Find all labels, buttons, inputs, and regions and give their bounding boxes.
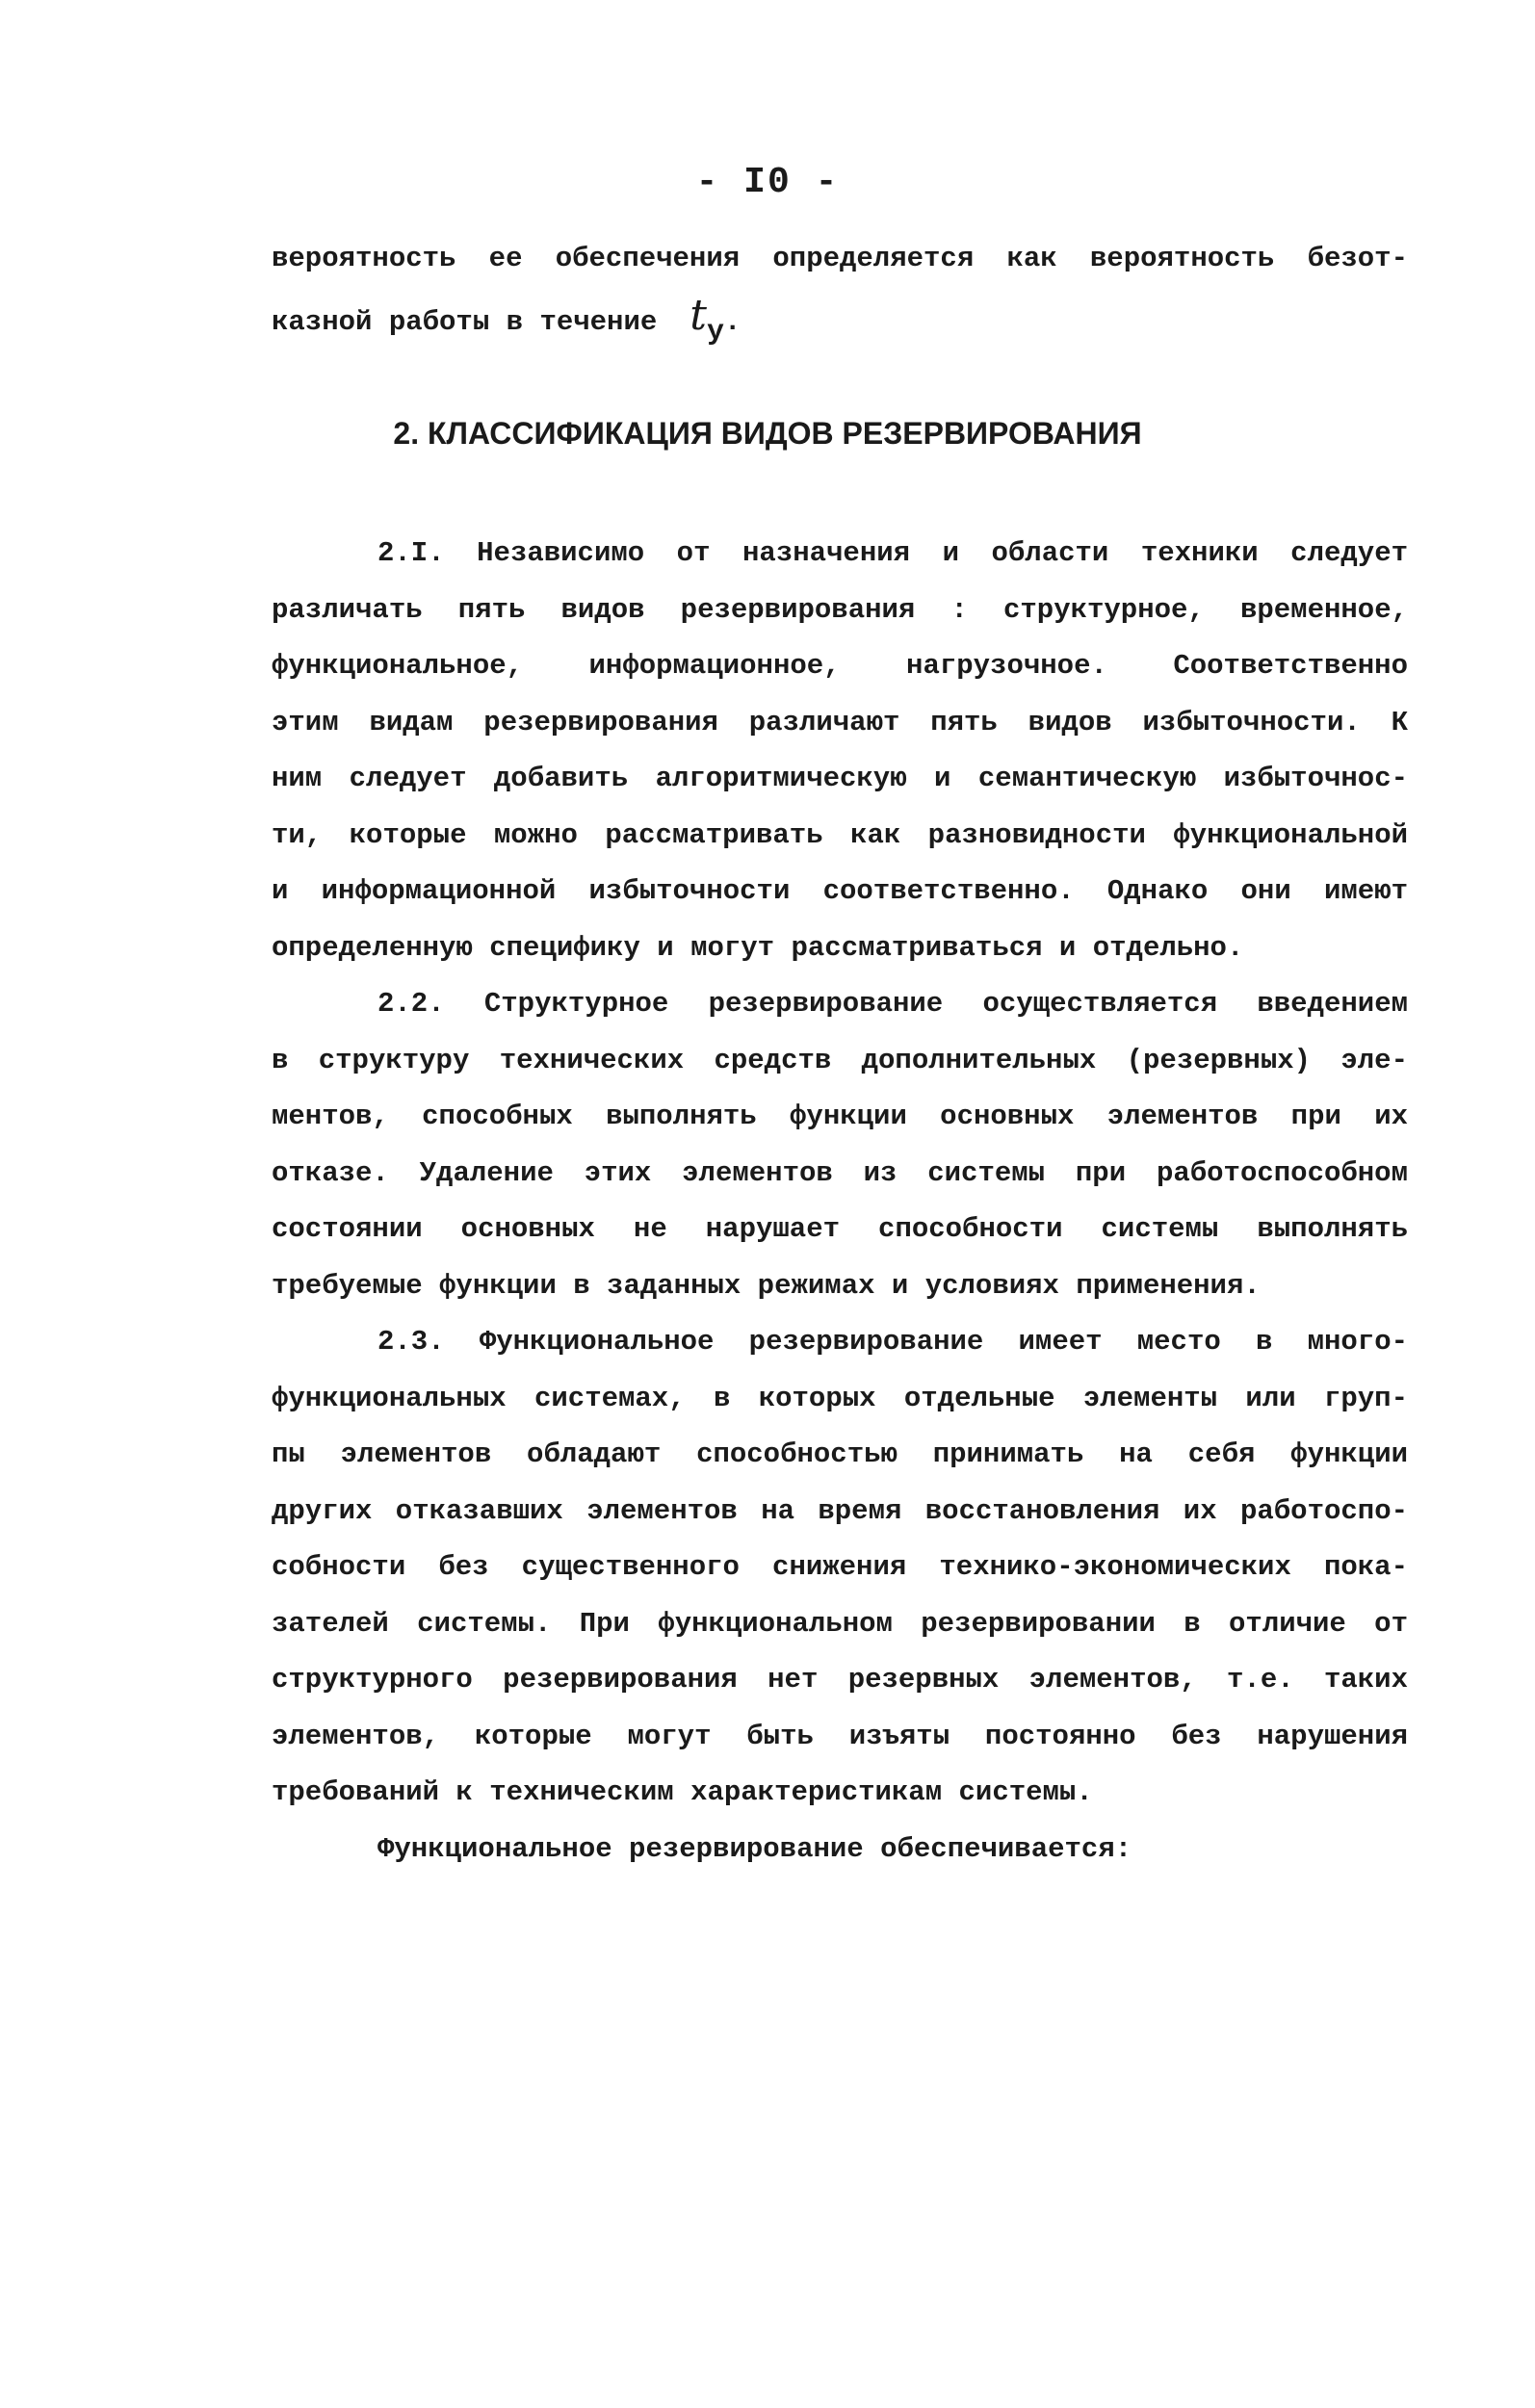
text-line: ментов, способных выполнять функции основных элементов при их xyxy=(272,1100,1408,1132)
paragraph-p-func xyxy=(272,1822,1408,1878)
text-line: 2.2. Структурное резервирование осуществляется введением xyxy=(377,988,1408,1020)
text-line: вероятность ее обеспечения определяется как вероятность безот- xyxy=(272,243,1408,274)
text-line: состоянии основных не нарушает способности системы выполнять xyxy=(272,1213,1408,1245)
text-line: других отказавших элементов на время восстановления их работоспо- xyxy=(272,1494,1408,1527)
text-line-content: казной работы в течение xyxy=(272,305,658,338)
text-line: функциональное, информационное, нагрузочное. Соответственно xyxy=(272,650,1408,682)
paragraph-p2-2 xyxy=(272,976,1408,1314)
text-line: определенную специфику и могут рассматриваться и отдельно. xyxy=(272,931,1244,964)
text-line: зателей системы. При функциональном резервировании в отличие от xyxy=(272,1607,1408,1640)
paragraph-p2-1 xyxy=(272,526,1408,976)
text-line: 2.I. Независимо от назначения и области техники следует xyxy=(377,537,1408,569)
text-line: 2.3. Функциональное резервирование имеет место в много- xyxy=(377,1326,1408,1358)
text-line: и информационной избыточности соответственно. Однако они имеют xyxy=(272,875,1408,907)
text-line: элементов, которые могут быть изъяты постоянно без нарушения xyxy=(272,1720,1408,1752)
text-line: в структуру технических средств дополнительных (резервных) эле- xyxy=(272,1044,1408,1076)
text-line: структурного резервирования нет резервных элементов, т.е. таких xyxy=(272,1664,1408,1696)
section-heading: 2. КЛАССИФИКАЦИЯ ВИДОВ РЕЗЕРВИРОВАНИЯ xyxy=(393,416,1142,451)
text-line: требуемые функции в заданных режимах и условиях применения. xyxy=(272,1269,1261,1302)
text-line: функциональных системах, в которых отдельные элементы или груп- xyxy=(272,1382,1408,1414)
text-line: пы элементов обладают способностью принимать на себя функции xyxy=(272,1438,1408,1470)
text-line xyxy=(272,288,1408,349)
math-symbol: t xyxy=(689,290,707,340)
text-line: этим видам резервирования различают пять видов избыточности. К xyxy=(272,706,1408,738)
intro-text xyxy=(272,231,1408,349)
math-subscript: у xyxy=(706,315,724,349)
math-suffix: . xyxy=(723,305,741,338)
text-line: собности без существенного снижения технико-экономических пока- xyxy=(272,1551,1408,1583)
page-number: - I0 - xyxy=(695,162,840,203)
text-line: различать пять видов резервирования : структурное, временное, xyxy=(272,593,1408,626)
text-line: требований к техническим характеристикам системы. xyxy=(272,1776,1093,1808)
paragraph-p2-3 xyxy=(272,1314,1408,1822)
text-line: Функциональное резервирование обеспечивается: xyxy=(377,1832,1132,1865)
text-line: ним следует добавить алгоритмическую и семантическую избыточнос- xyxy=(272,763,1408,794)
body-text xyxy=(272,526,1408,1877)
text-line: отказе. Удаление этих элементов из системы при работоспособном xyxy=(272,1156,1408,1189)
text-line: ти, которые можно рассматривать как разновидности функциональной xyxy=(272,818,1408,851)
